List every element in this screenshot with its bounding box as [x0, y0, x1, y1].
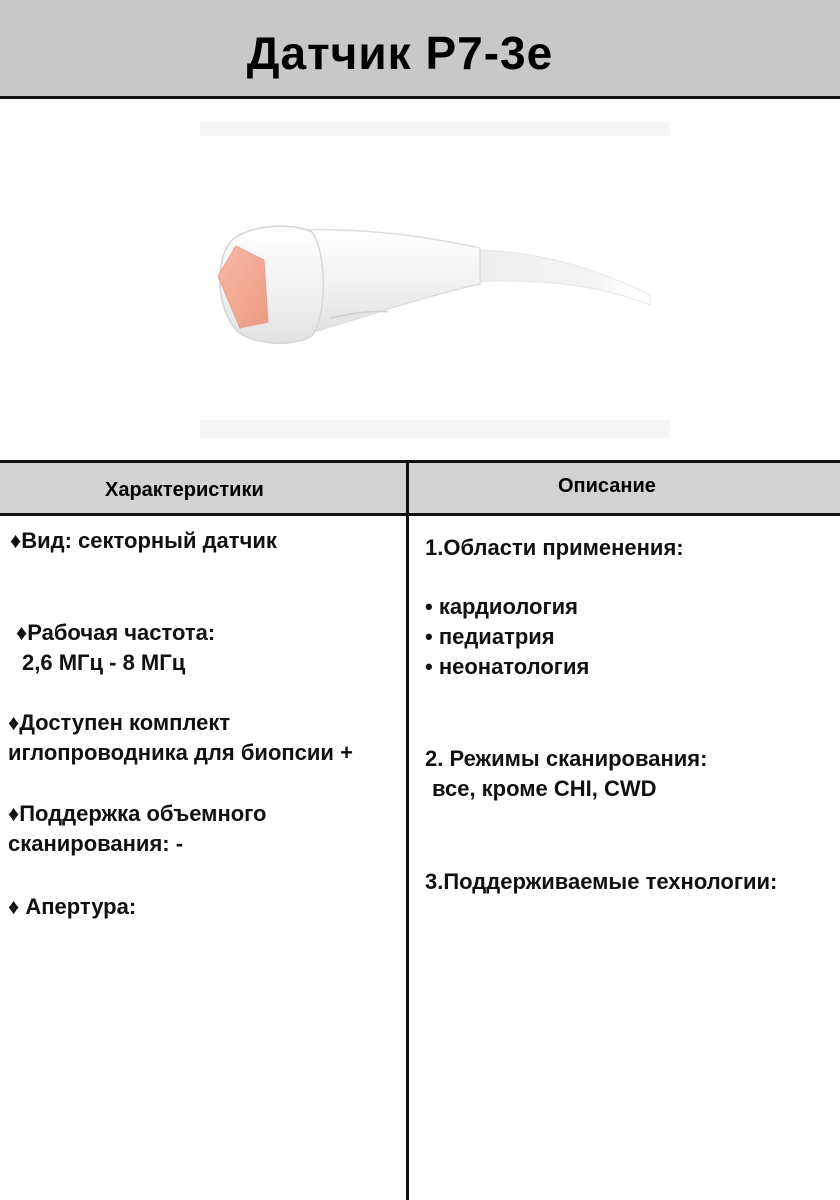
- biopsy-line-2: иглопроводника для биопсии +: [8, 740, 353, 765]
- application-item: • неонатология: [425, 654, 590, 679]
- column-divider: [406, 460, 409, 1200]
- applications-title: 1.Области применения:: [425, 535, 684, 560]
- modes-value: все, кроме CHI, CWD: [432, 776, 657, 801]
- product-image-area: [0, 100, 840, 460]
- frequency-value: 2,6 МГц - 8 МГц: [22, 650, 186, 675]
- page-title: Датчик P7-3e: [246, 27, 554, 79]
- application-item: • кардиология: [425, 594, 578, 619]
- aperture-line: ♦ Апертура:: [8, 894, 137, 919]
- ultrasound-probe-icon: [0, 100, 840, 460]
- biopsy-line-1: ♦Доступен комплект: [8, 710, 231, 735]
- technologies-title: 3.Поддерживаемые технологии:: [425, 869, 778, 894]
- title-bar: [0, 0, 840, 99]
- modes-title: 2. Режимы сканирования:: [425, 746, 708, 771]
- table-header: [0, 460, 840, 516]
- volume-line-2: сканирования: -: [8, 831, 184, 856]
- header-characteristics: Характеристики: [105, 479, 264, 501]
- volume-line-1: ♦Поддержка объемного: [8, 801, 267, 826]
- type-line: ♦Вид: секторный датчик: [10, 528, 277, 553]
- header-description: Описание: [558, 475, 656, 497]
- frequency-label: ♦Рабочая частота:: [16, 620, 216, 645]
- application-item: • педиатрия: [425, 624, 555, 649]
